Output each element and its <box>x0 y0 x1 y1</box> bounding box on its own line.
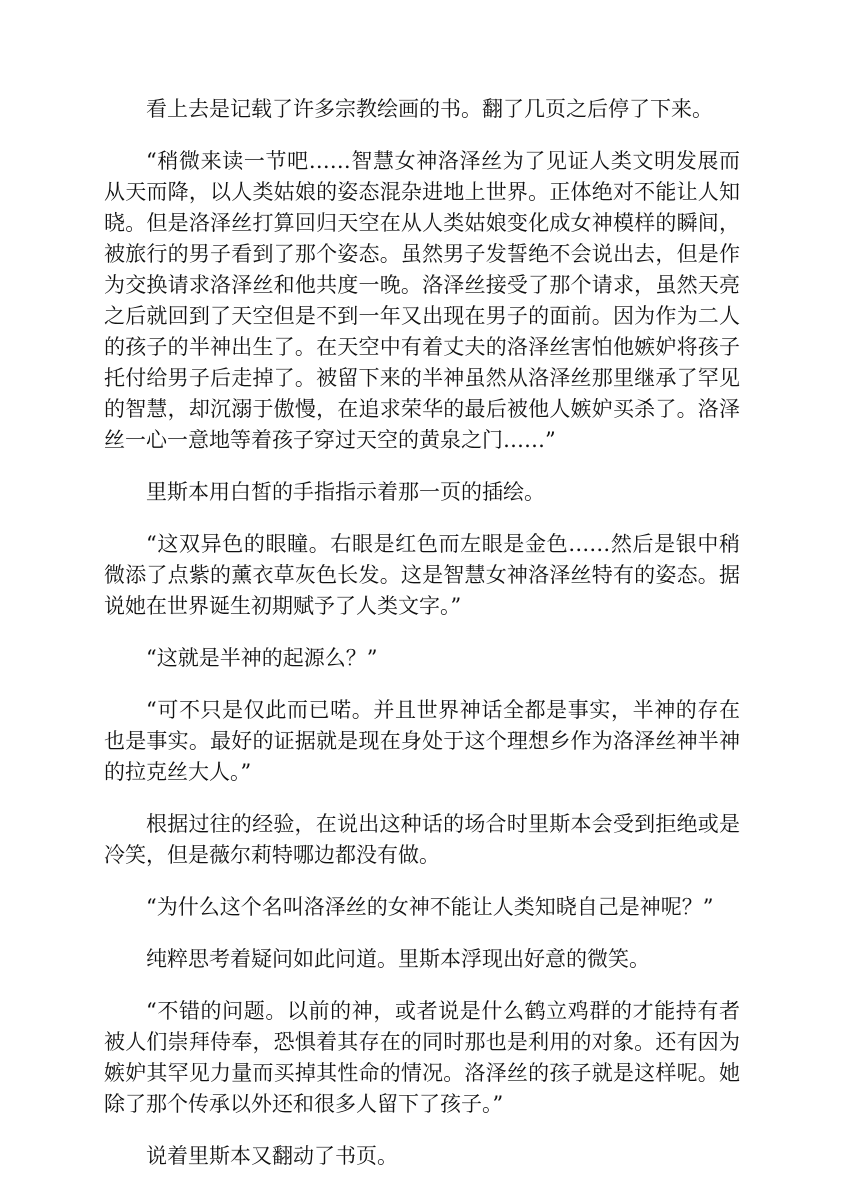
paragraph-3: 里斯本用白皙的手指指示着那一页的插绘。 <box>146 480 545 504</box>
document-body <box>104 94 740 1193</box>
paragraph-8: “为什么这个名叫洛泽丝的女神不能让人类知晓自己是神呢？” <box>146 895 714 919</box>
paragraph-10: “不错的问题。以前的神，或者说是什么鹤立鸡群的才能持有者被人们崇拜侍奉，恐惧着其存在的同时那也是利用的对象。还有因为嫉妒其罕见力量而买掉其性命的情况。洛泽丝的孩子就是这样呢。她除了那个传承以外还和很多人留下了孩子。” <box>104 999 740 1116</box>
paragraph-9: 纯粹思考着疑问如此问道。里斯本浮现出好意的微笑。 <box>146 947 650 971</box>
paragraph-1: 看上去是记载了许多宗教绘画的书。翻了几页之后停了下来。 <box>146 97 713 121</box>
paragraph-4: “这双异色的眼瞳。右眼是红色而左眼是金色……然后是银中稍微添了点紫的薰衣草灰色长发。这是智慧女神洛泽丝特有的姿态。据说她在世界诞生初期赋予了人类文字。” <box>104 532 740 618</box>
paragraph-7: 根据过往的经验，在说出这种话的场合时里斯本会受到拒绝或是冷笑，但是薇尔莉特哪边都没有做。 <box>104 812 740 867</box>
paragraph-5: “这就是半神的起源么？” <box>146 646 378 670</box>
paragraph-2: “稍微来读一节吧……智慧女神洛泽丝为了见证人类文明发展而从天而降，以人类姑娘的姿态混杂进地上世界。正体绝对不能让人知晓。但是洛泽丝打算回归天空在从人类姑娘变化成女神模样的瞬间，被旅行的男子看到了那个姿态。虽然男子发誓绝不会说出去，但是作为交换请求洛泽丝和他共度一晚。洛泽丝接受了那个请求，虽然天亮之后就回到了天空但是不到一年又出现在男子的面前。因为作为二人的孩子的半神出生了。在天空中有着丈夫的洛泽丝害怕他嫉妒将孩子托付给男子后走掉了。被留下来的半神虽然从洛泽丝那里继承了罕见的智慧，却沉溺于傲慢，在追求荣华的最后被他人嫉妒买杀了。洛泽丝一心一意地等着孩子穿过天空的黄泉之门……” <box>104 149 740 452</box>
paragraph-11: 说着里斯本又翻动了书页。 <box>146 1144 398 1168</box>
paragraph-6: “可不只是仅此而已喏。并且世界神话全都是事实，半神的存在也是事实。最好的证据就是现在身处于这个理想乡作为洛泽丝神半神的拉克丝大人。” <box>104 698 740 784</box>
